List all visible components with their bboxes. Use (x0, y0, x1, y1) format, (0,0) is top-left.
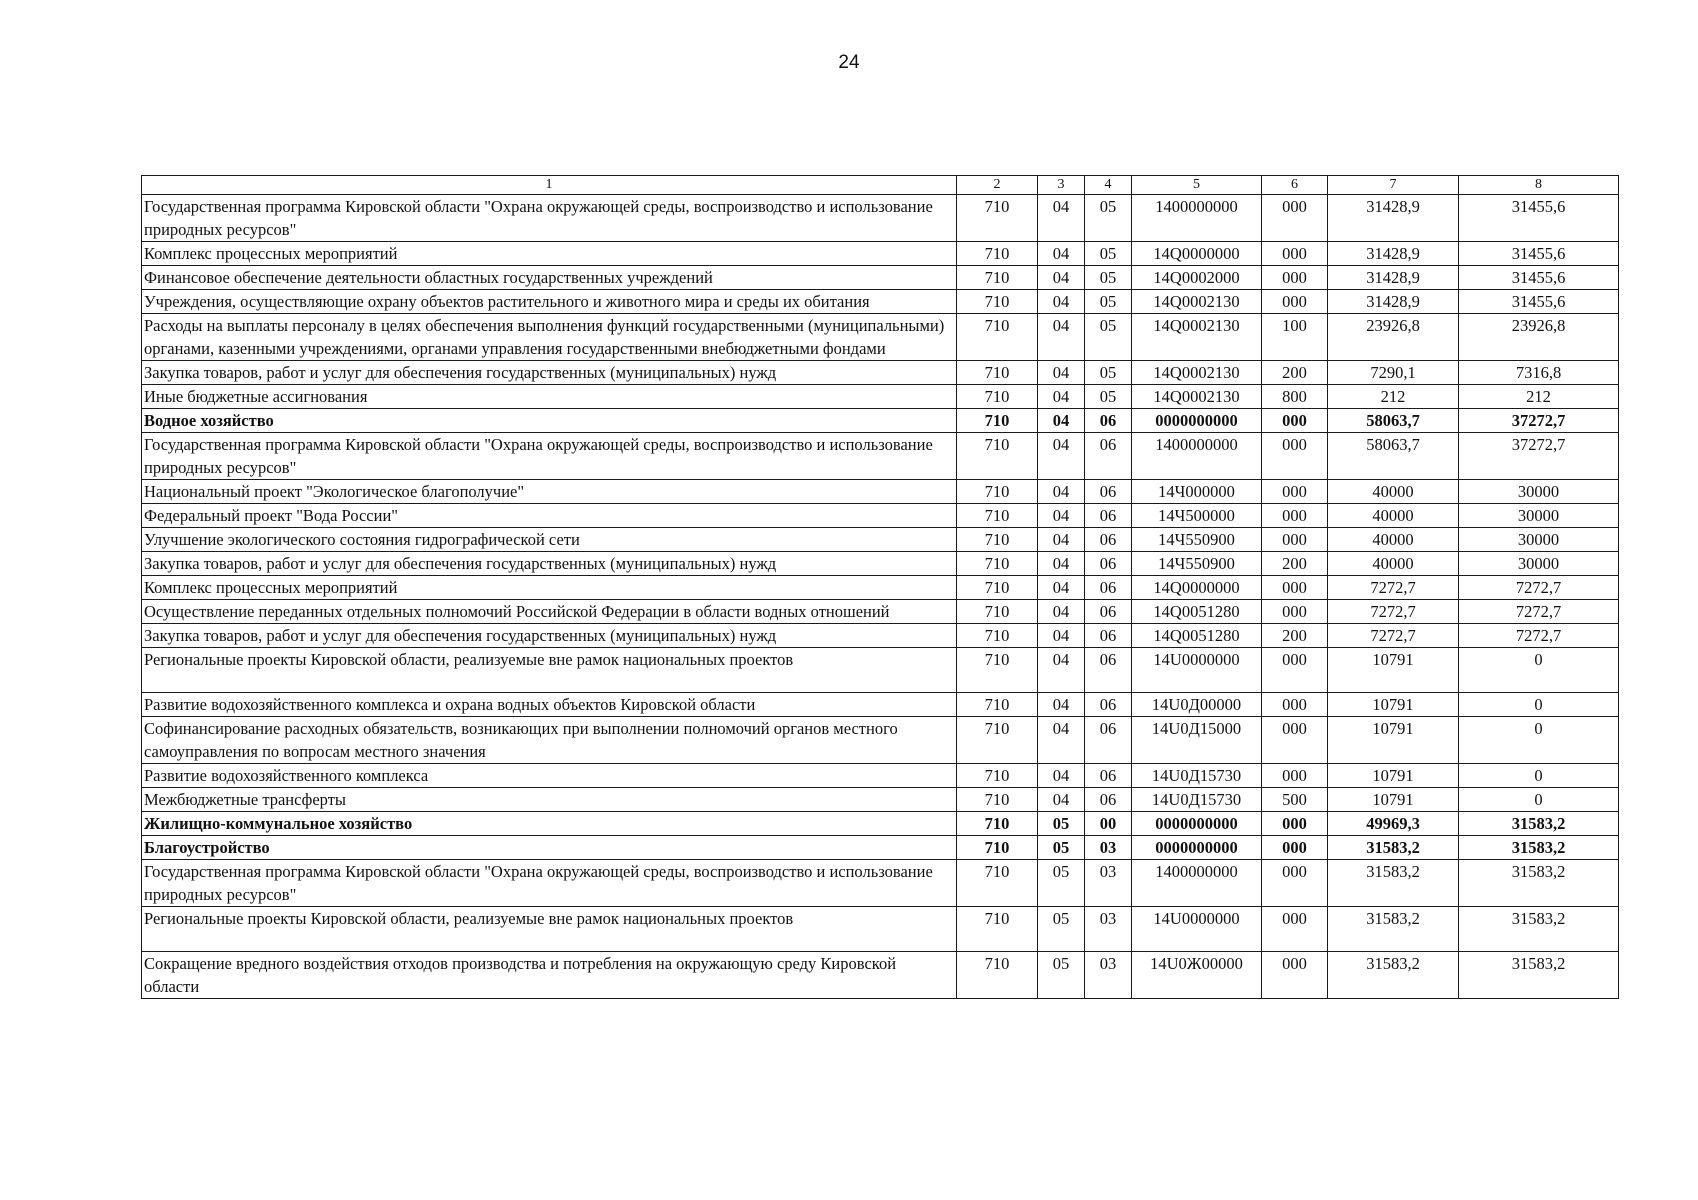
subsection-code-cell: 05 (1085, 290, 1132, 314)
amount-year1-cell: 10791 (1328, 788, 1459, 812)
expense-type-cell: 000 (1262, 504, 1328, 528)
table-row (142, 433, 1619, 480)
ministry-code-cell: 710 (957, 242, 1038, 266)
expense-name-cell: Государственная программа Кировской области "Охрана окружающей среды, воспроизводство и использование природных ресурсов" (142, 860, 957, 907)
ministry-code-cell: 710 (957, 788, 1038, 812)
target-article-cell: 14Q0000000 (1132, 242, 1262, 266)
section-code-cell: 04 (1038, 480, 1085, 504)
header-cell-1: 1 (142, 176, 957, 195)
expense-type-cell: 000 (1262, 693, 1328, 717)
expense-name-cell: Сокращение вредного воздействия отходов производства и потребления на окружающую среду Кировской области (142, 952, 957, 999)
table-row (142, 504, 1619, 528)
amount-year2-cell: 37272,7 (1459, 409, 1619, 433)
expense-name-cell: Закупка товаров, работ и услуг для обеспечения государственных (муниципальных) нужд (142, 624, 957, 648)
table-row (142, 290, 1619, 314)
section-code-cell: 04 (1038, 314, 1085, 361)
table-row (142, 648, 1619, 693)
table-row (142, 836, 1619, 860)
expense-type-cell: 000 (1262, 952, 1328, 999)
section-code-cell: 04 (1038, 648, 1085, 693)
target-article-cell: 14U0Д15730 (1132, 788, 1262, 812)
section-code-cell: 04 (1038, 504, 1085, 528)
expense-type-cell: 000 (1262, 266, 1328, 290)
expense-name-cell: Закупка товаров, работ и услуг для обеспечения государственных (муниципальных) нужд (142, 552, 957, 576)
target-article-cell: 0000000000 (1132, 812, 1262, 836)
section-code-cell: 04 (1038, 433, 1085, 480)
expense-name-cell: Финансовое обеспечение деятельности областных государственных учреждений (142, 266, 957, 290)
expense-name-cell: Развитие водохозяйственного комплекса и охрана водных объектов Кировской области (142, 693, 957, 717)
subsection-code-cell: 05 (1085, 266, 1132, 290)
amount-year1-cell: 31428,9 (1328, 266, 1459, 290)
table-row (142, 764, 1619, 788)
amount-year2-cell: 0 (1459, 693, 1619, 717)
subsection-code-cell: 06 (1085, 576, 1132, 600)
expense-name-cell: Федеральный проект "Вода России" (142, 504, 957, 528)
amount-year2-cell: 31583,2 (1459, 836, 1619, 860)
expense-type-cell: 000 (1262, 860, 1328, 907)
target-article-cell: 14Q0002130 (1132, 290, 1262, 314)
section-code-cell: 04 (1038, 693, 1085, 717)
ministry-code-cell: 710 (957, 576, 1038, 600)
expense-name-cell: Благоустройство (142, 836, 957, 860)
subsection-code-cell: 05 (1085, 314, 1132, 361)
amount-year1-cell: 40000 (1328, 528, 1459, 552)
target-article-cell: 14Q0000000 (1132, 576, 1262, 600)
expense-type-cell: 000 (1262, 648, 1328, 693)
amount-year1-cell: 10791 (1328, 693, 1459, 717)
section-code-cell: 04 (1038, 552, 1085, 576)
amount-year2-cell: 0 (1459, 717, 1619, 764)
ministry-code-cell: 710 (957, 433, 1038, 480)
section-code-cell: 04 (1038, 624, 1085, 648)
subsection-code-cell: 03 (1085, 952, 1132, 999)
expense-type-cell: 000 (1262, 480, 1328, 504)
amount-year1-cell: 23926,8 (1328, 314, 1459, 361)
ministry-code-cell: 710 (957, 717, 1038, 764)
amount-year2-cell: 30000 (1459, 480, 1619, 504)
section-code-cell: 05 (1038, 860, 1085, 907)
expense-name-cell: Комплекс процессных мероприятий (142, 242, 957, 266)
expense-type-cell: 000 (1262, 433, 1328, 480)
amount-year1-cell: 10791 (1328, 764, 1459, 788)
table-body (142, 195, 1619, 999)
amount-year2-cell: 0 (1459, 788, 1619, 812)
subsection-code-cell: 06 (1085, 504, 1132, 528)
subsection-code-cell: 05 (1085, 385, 1132, 409)
ministry-code-cell: 710 (957, 361, 1038, 385)
amount-year2-cell: 30000 (1459, 552, 1619, 576)
section-code-cell: 04 (1038, 600, 1085, 624)
target-article-cell: 14Ч000000 (1132, 480, 1262, 504)
table-row (142, 860, 1619, 907)
amount-year1-cell: 212 (1328, 385, 1459, 409)
expense-name-cell: Государственная программа Кировской области "Охрана окружающей среды, воспроизводство и использование природных ресурсов" (142, 195, 957, 242)
ministry-code-cell: 710 (957, 764, 1038, 788)
amount-year1-cell: 58063,7 (1328, 409, 1459, 433)
expense-name-cell: Региональные проекты Кировской области, реализуемые вне рамок национальных проектов (142, 907, 957, 952)
ministry-code-cell: 710 (957, 907, 1038, 952)
table-row (142, 788, 1619, 812)
table-row (142, 624, 1619, 648)
amount-year1-cell: 31428,9 (1328, 195, 1459, 242)
expense-name-cell: Национальный проект "Экологическое благополучие" (142, 480, 957, 504)
amount-year2-cell: 31583,2 (1459, 812, 1619, 836)
target-article-cell: 14U0Д00000 (1132, 693, 1262, 717)
expense-type-cell: 000 (1262, 195, 1328, 242)
expense-name-cell: Софинансирование расходных обязательств, возникающих при выполнении полномочий органов местного самоуправления по вопросам местного значения (142, 717, 957, 764)
amount-year2-cell: 31583,2 (1459, 952, 1619, 999)
section-code-cell: 04 (1038, 195, 1085, 242)
expense-type-cell: 100 (1262, 314, 1328, 361)
expense-type-cell: 000 (1262, 409, 1328, 433)
expense-name-cell: Развитие водохозяйственного комплекса (142, 764, 957, 788)
amount-year1-cell: 49969,3 (1328, 812, 1459, 836)
expense-type-cell: 800 (1262, 385, 1328, 409)
table-row (142, 266, 1619, 290)
expense-type-cell: 200 (1262, 361, 1328, 385)
ministry-code-cell: 710 (957, 860, 1038, 907)
amount-year2-cell: 30000 (1459, 504, 1619, 528)
subsection-code-cell: 06 (1085, 552, 1132, 576)
expense-name-cell: Иные бюджетные ассигнования (142, 385, 957, 409)
section-code-cell: 04 (1038, 361, 1085, 385)
subsection-code-cell: 06 (1085, 764, 1132, 788)
amount-year2-cell: 0 (1459, 764, 1619, 788)
amount-year1-cell: 31583,2 (1328, 952, 1459, 999)
section-code-cell: 04 (1038, 764, 1085, 788)
target-article-cell: 14U0Д15000 (1132, 717, 1262, 764)
subsection-code-cell: 03 (1085, 836, 1132, 860)
table-row (142, 717, 1619, 764)
amount-year1-cell: 7290,1 (1328, 361, 1459, 385)
ministry-code-cell: 710 (957, 812, 1038, 836)
section-code-cell: 04 (1038, 385, 1085, 409)
target-article-cell: 14U0Ж00000 (1132, 952, 1262, 999)
subsection-code-cell: 05 (1085, 195, 1132, 242)
target-article-cell: 14Q0051280 (1132, 600, 1262, 624)
header-cell-5: 5 (1132, 176, 1262, 195)
expense-name-cell: Улучшение экологического состояния гидрографической сети (142, 528, 957, 552)
ministry-code-cell: 710 (957, 624, 1038, 648)
header-cell-8: 8 (1459, 176, 1619, 195)
expense-type-cell: 000 (1262, 576, 1328, 600)
target-article-cell: 14U0000000 (1132, 907, 1262, 952)
subsection-code-cell: 05 (1085, 242, 1132, 266)
ministry-code-cell: 710 (957, 504, 1038, 528)
expense-name-cell: Региональные проекты Кировской области, реализуемые вне рамок национальных проектов (142, 648, 957, 693)
expense-type-cell: 000 (1262, 528, 1328, 552)
subsection-code-cell: 06 (1085, 648, 1132, 693)
ministry-code-cell: 710 (957, 266, 1038, 290)
expense-name-cell: Комплекс процессных мероприятий (142, 576, 957, 600)
ministry-code-cell: 710 (957, 480, 1038, 504)
section-code-cell: 05 (1038, 952, 1085, 999)
subsection-code-cell: 06 (1085, 717, 1132, 764)
target-article-cell: 14Q0002130 (1132, 314, 1262, 361)
target-article-cell: 14Ч550900 (1132, 528, 1262, 552)
amount-year2-cell: 7272,7 (1459, 600, 1619, 624)
amount-year2-cell: 212 (1459, 385, 1619, 409)
amount-year1-cell: 7272,7 (1328, 624, 1459, 648)
amount-year2-cell: 31455,6 (1459, 266, 1619, 290)
ministry-code-cell: 710 (957, 600, 1038, 624)
section-code-cell: 05 (1038, 907, 1085, 952)
table-row (142, 480, 1619, 504)
amount-year2-cell: 31455,6 (1459, 195, 1619, 242)
ministry-code-cell: 710 (957, 648, 1038, 693)
header-cell-7: 7 (1328, 176, 1459, 195)
table-row (142, 409, 1619, 433)
subsection-code-cell: 06 (1085, 480, 1132, 504)
target-article-cell: 1400000000 (1132, 195, 1262, 242)
expense-name-cell: Государственная программа Кировской области "Охрана окружающей среды, воспроизводство и использование природных ресурсов" (142, 433, 957, 480)
expense-type-cell: 500 (1262, 788, 1328, 812)
amount-year1-cell: 31583,2 (1328, 907, 1459, 952)
amount-year2-cell: 0 (1459, 648, 1619, 693)
expense-name-cell: Межбюджетные трансферты (142, 788, 957, 812)
amount-year1-cell: 10791 (1328, 717, 1459, 764)
section-code-cell: 05 (1038, 812, 1085, 836)
table-row (142, 907, 1619, 952)
subsection-code-cell: 03 (1085, 907, 1132, 952)
amount-year2-cell: 23926,8 (1459, 314, 1619, 361)
expense-name-cell: Расходы на выплаты персоналу в целях обеспечения выполнения функций государственными (муниципальными) органами, казенными учреждениями, органами управления государственными внебюджетными фондами (142, 314, 957, 361)
expense-type-cell: 000 (1262, 764, 1328, 788)
expense-type-cell: 000 (1262, 290, 1328, 314)
target-article-cell: 14Q0002000 (1132, 266, 1262, 290)
subsection-code-cell: 00 (1085, 812, 1132, 836)
amount-year1-cell: 31428,9 (1328, 290, 1459, 314)
subsection-code-cell: 06 (1085, 693, 1132, 717)
amount-year2-cell: 31583,2 (1459, 860, 1619, 907)
expense-type-cell: 200 (1262, 624, 1328, 648)
ministry-code-cell: 710 (957, 314, 1038, 361)
table-row (142, 552, 1619, 576)
subsection-code-cell: 06 (1085, 528, 1132, 552)
expense-type-cell: 000 (1262, 907, 1328, 952)
expense-name-cell: Жилищно-коммунальное хозяйство (142, 812, 957, 836)
amount-year2-cell: 31583,2 (1459, 907, 1619, 952)
target-article-cell: 14Q0051280 (1132, 624, 1262, 648)
expense-type-cell: 000 (1262, 836, 1328, 860)
amount-year2-cell: 7272,7 (1459, 624, 1619, 648)
header-cell-6: 6 (1262, 176, 1328, 195)
section-code-cell: 04 (1038, 576, 1085, 600)
header-cell-4: 4 (1085, 176, 1132, 195)
subsection-code-cell: 06 (1085, 600, 1132, 624)
expense-type-cell: 000 (1262, 717, 1328, 764)
target-article-cell: 0000000000 (1132, 836, 1262, 860)
expense-type-cell: 200 (1262, 552, 1328, 576)
amount-year1-cell: 10791 (1328, 648, 1459, 693)
subsection-code-cell: 06 (1085, 788, 1132, 812)
section-code-cell: 04 (1038, 717, 1085, 764)
section-code-cell: 04 (1038, 290, 1085, 314)
ministry-code-cell: 710 (957, 195, 1038, 242)
ministry-code-cell: 710 (957, 693, 1038, 717)
table-row (142, 242, 1619, 266)
table-row (142, 361, 1619, 385)
amount-year1-cell: 31428,9 (1328, 242, 1459, 266)
ministry-code-cell: 710 (957, 385, 1038, 409)
target-article-cell: 1400000000 (1132, 433, 1262, 480)
ministry-code-cell: 710 (957, 528, 1038, 552)
amount-year1-cell: 40000 (1328, 552, 1459, 576)
subsection-code-cell: 06 (1085, 433, 1132, 480)
amount-year1-cell: 40000 (1328, 480, 1459, 504)
expense-name-cell: Водное хозяйство (142, 409, 957, 433)
ministry-code-cell: 710 (957, 290, 1038, 314)
table-row (142, 952, 1619, 999)
expense-name-cell: Учреждения, осуществляющие охрану объектов растительного и животного мира и среды их обитания (142, 290, 957, 314)
budget-table (141, 175, 1619, 999)
amount-year2-cell: 7272,7 (1459, 576, 1619, 600)
table-row (142, 314, 1619, 361)
expense-name-cell: Осуществление переданных отдельных полномочий Российской Федерации в области водных отношений (142, 600, 957, 624)
expense-name-cell: Закупка товаров, работ и услуг для обеспечения государственных (муниципальных) нужд (142, 361, 957, 385)
amount-year2-cell: 37272,7 (1459, 433, 1619, 480)
ministry-code-cell: 710 (957, 836, 1038, 860)
amount-year2-cell: 31455,6 (1459, 242, 1619, 266)
table-row (142, 576, 1619, 600)
section-code-cell: 04 (1038, 528, 1085, 552)
ministry-code-cell: 710 (957, 952, 1038, 999)
table-row (142, 528, 1619, 552)
target-article-cell: 0000000000 (1132, 409, 1262, 433)
section-code-cell: 04 (1038, 788, 1085, 812)
section-code-cell: 04 (1038, 409, 1085, 433)
page-number: 24 (838, 52, 860, 73)
subsection-code-cell: 06 (1085, 409, 1132, 433)
amount-year2-cell: 7316,8 (1459, 361, 1619, 385)
ministry-code-cell: 710 (957, 552, 1038, 576)
target-article-cell: 14Ч500000 (1132, 504, 1262, 528)
header-cell-3: 3 (1038, 176, 1085, 195)
amount-year1-cell: 58063,7 (1328, 433, 1459, 480)
target-article-cell: 14Q0002130 (1132, 361, 1262, 385)
amount-year1-cell: 31583,2 (1328, 860, 1459, 907)
table-row (142, 600, 1619, 624)
header-row (142, 176, 1619, 195)
target-article-cell: 14U0Д15730 (1132, 764, 1262, 788)
expense-type-cell: 000 (1262, 242, 1328, 266)
section-code-cell: 05 (1038, 836, 1085, 860)
subsection-code-cell: 03 (1085, 860, 1132, 907)
header-cell-2: 2 (957, 176, 1038, 195)
table-row (142, 812, 1619, 836)
table-row (142, 385, 1619, 409)
ministry-code-cell: 710 (957, 409, 1038, 433)
amount-year2-cell: 30000 (1459, 528, 1619, 552)
amount-year1-cell: 40000 (1328, 504, 1459, 528)
expense-type-cell: 000 (1262, 812, 1328, 836)
section-code-cell: 04 (1038, 266, 1085, 290)
table-row (142, 693, 1619, 717)
table-row (142, 195, 1619, 242)
subsection-code-cell: 06 (1085, 624, 1132, 648)
target-article-cell: 14Q0002130 (1132, 385, 1262, 409)
section-code-cell: 04 (1038, 242, 1085, 266)
expense-type-cell: 000 (1262, 600, 1328, 624)
amount-year2-cell: 31455,6 (1459, 290, 1619, 314)
subsection-code-cell: 05 (1085, 361, 1132, 385)
amount-year1-cell: 31583,2 (1328, 836, 1459, 860)
amount-year1-cell: 7272,7 (1328, 600, 1459, 624)
target-article-cell: 1400000000 (1132, 860, 1262, 907)
amount-year1-cell: 7272,7 (1328, 576, 1459, 600)
target-article-cell: 14Ч550900 (1132, 552, 1262, 576)
target-article-cell: 14U0000000 (1132, 648, 1262, 693)
